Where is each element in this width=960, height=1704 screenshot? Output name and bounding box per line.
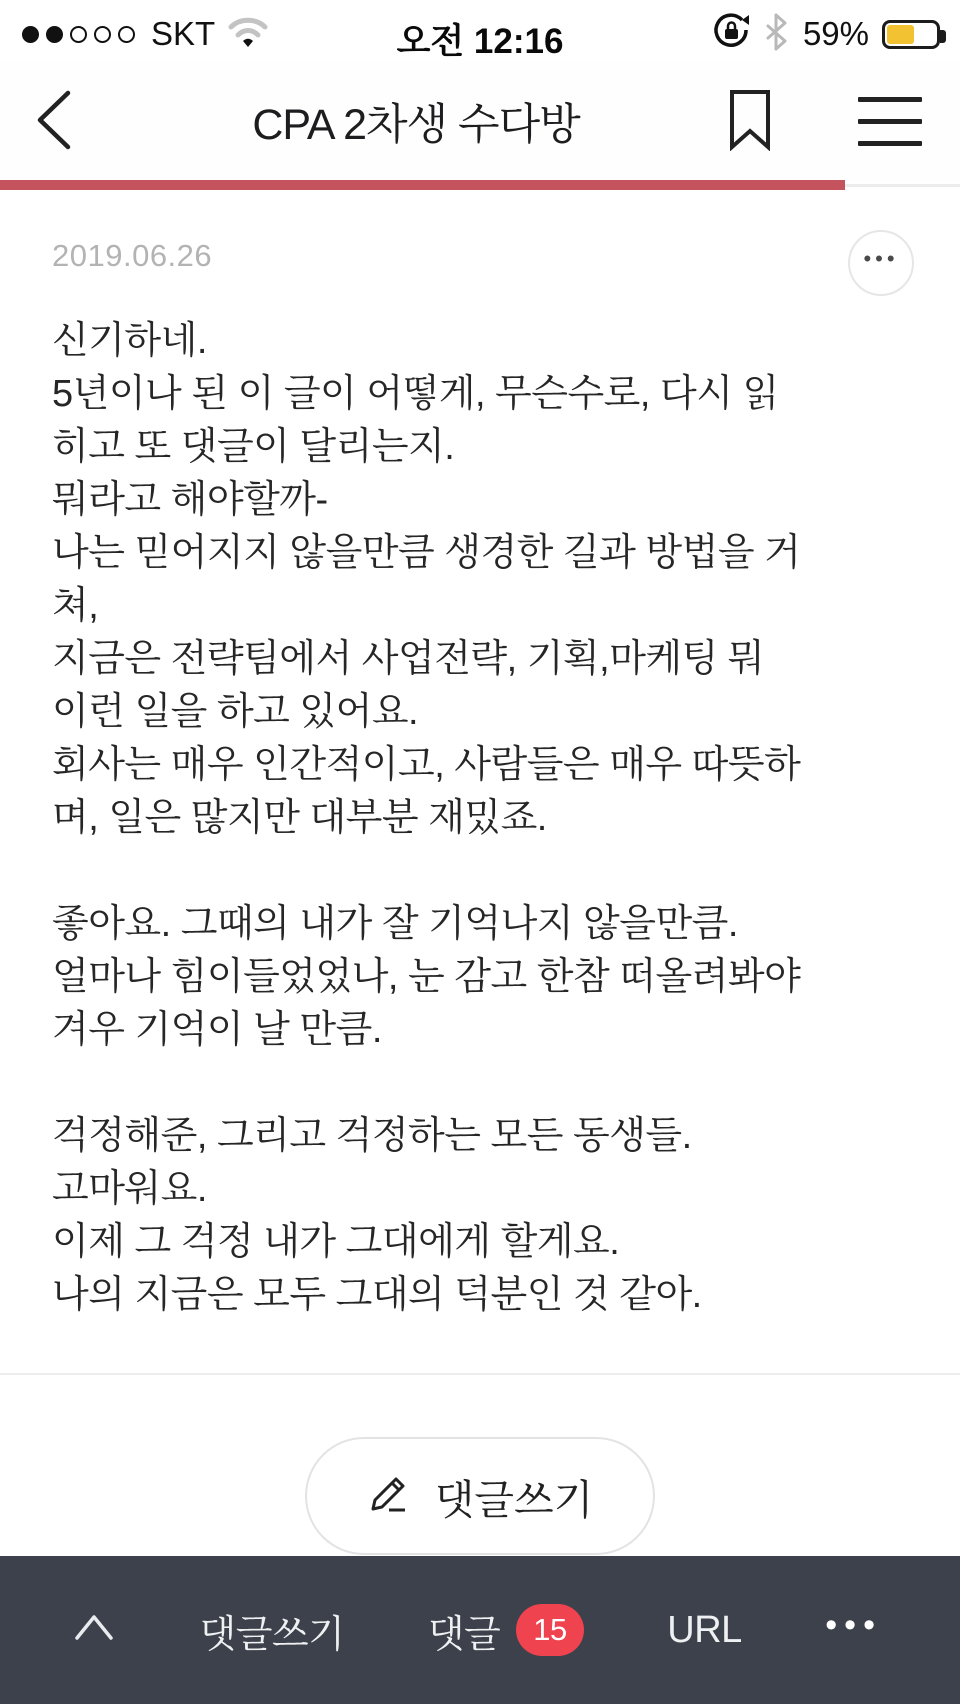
orientation-lock-icon <box>711 12 751 57</box>
status-bar <box>0 0 960 62</box>
signal-dot <box>22 26 39 43</box>
battery-icon <box>882 20 940 49</box>
hamburger-menu-icon <box>858 97 922 146</box>
post-header <box>52 230 914 296</box>
status-left <box>22 15 269 54</box>
bookmark-icon <box>728 89 772 154</box>
signal-strength-icon <box>22 26 135 43</box>
toolbar-more-button[interactable] <box>825 1606 882 1655</box>
signal-dot <box>70 26 87 43</box>
toolbar-url-label: URL <box>667 1608 742 1651</box>
scroll-to-top-button[interactable] <box>72 1609 116 1652</box>
bottom-toolbar <box>0 1556 960 1704</box>
post-line: 얼마나 힘이들었었나, 눈 감고 한참 떠올려봐야 <box>52 956 801 998</box>
ellipsis-icon: ••• <box>825 1605 882 1644</box>
signal-dot <box>94 26 111 43</box>
write-comment-button[interactable] <box>305 1437 655 1555</box>
post-divider <box>0 1373 960 1375</box>
page-title: CPA 2차생 수다방 <box>252 100 580 149</box>
post-line: 이런 일을 하고 있어요. <box>52 691 419 733</box>
toolbar-comments-label: 댓글 <box>427 1613 501 1656</box>
bookmark-button[interactable] <box>728 89 772 154</box>
post-line: 뭐라고 해야할까- <box>52 479 328 521</box>
post-more-button[interactable]: ••• <box>848 230 914 296</box>
nav-bar <box>0 62 960 180</box>
carrier-label: SKT <box>151 15 216 52</box>
post-line: 나의 지금은 모두 그대의 덕분인 것 같아. <box>52 1274 702 1316</box>
post-line: 지금은 전략팀에서 사업전략, 기획,마케팅 뭐 <box>52 638 765 680</box>
back-chevron-icon <box>34 89 74 154</box>
post-line: 5년이나 된 이 글이 어떻게, 무슨수로, 다시 읽 <box>52 373 779 415</box>
post-line: 겨우 기억이 날 만큼. <box>52 1009 382 1051</box>
post-line: 나는 믿어지지 않을만큼 생경한 길과 방법을 거 <box>52 532 801 574</box>
toolbar-write-comment-label: 댓글쓰기 <box>199 1613 345 1656</box>
post-line: 신기하네. <box>52 320 207 362</box>
menu-button[interactable] <box>858 97 922 146</box>
post-body-text <box>52 310 912 1317</box>
signal-dot <box>46 26 63 43</box>
post-line: 며, 일은 많지만 대부분 재밌죠. <box>52 797 547 839</box>
signal-dot <box>118 26 135 43</box>
chevron-up-icon <box>72 1609 116 1652</box>
post-line <box>52 840 912 893</box>
post-date: 2019.06.26 <box>52 238 213 273</box>
post-line <box>52 1052 912 1105</box>
post-view <box>0 230 960 1317</box>
read-progress-bar <box>0 180 960 190</box>
clock: 오전 12:16 <box>396 22 564 61</box>
pencil-icon <box>367 1468 413 1524</box>
toolbar-comments-button[interactable] <box>428 1603 584 1658</box>
post-line: 걱정해준, 그리고 걱정하는 모든 동생들. <box>52 1115 692 1157</box>
back-button[interactable] <box>34 89 104 154</box>
post-line: 고마워요. <box>52 1168 207 1210</box>
post-line: 좋아요. 그때의 내가 잘 기억나지 않을만큼. <box>52 903 738 945</box>
post-line: 쳐, <box>52 585 99 627</box>
write-comment-label: 댓글쓰기 <box>434 1476 594 1523</box>
toolbar-write-comment-button[interactable] <box>200 1603 345 1658</box>
status-right <box>711 12 940 57</box>
post-line: 회사는 매우 인간적이고, 사람들은 매우 따뜻하 <box>52 744 801 786</box>
post-line: 히고 또 댓글이 달리는지. <box>52 426 455 468</box>
wifi-icon <box>227 15 269 54</box>
battery-percent-label: 59% <box>802 15 869 52</box>
toolbar-url-button[interactable] <box>667 1609 742 1652</box>
read-progress-fill <box>0 180 845 190</box>
comment-count-badge: 15 <box>516 1604 583 1656</box>
bluetooth-icon <box>764 12 790 57</box>
post-line: 이제 그 걱정 내가 그대에게 할게요. <box>52 1221 620 1263</box>
